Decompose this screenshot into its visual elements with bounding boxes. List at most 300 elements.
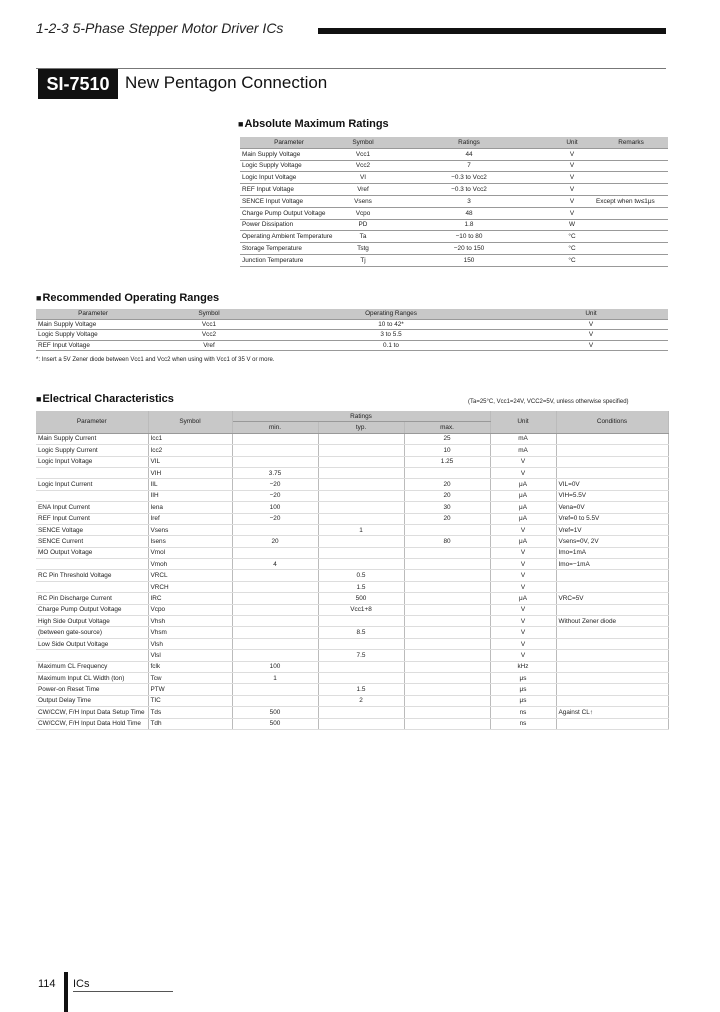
rec-table [36,309,668,351]
ec-cell: Against CL↑ [556,707,668,718]
ec-cell [556,661,668,672]
ec-cell: 500 [232,707,318,718]
amr-row [240,184,668,196]
ec-row [36,536,668,547]
ec-cell [404,695,490,706]
ec-cell [318,467,404,478]
ec-cell: −20 [232,513,318,524]
ec-row [36,502,668,513]
ec-cell [556,445,668,456]
rec-row [36,340,668,351]
model-title: New Pentagon Connection [125,73,328,92]
ec-cell: 20 [232,536,318,547]
ec-row [36,433,668,444]
ec-cell: Vsens=0V, 2V [556,536,668,547]
amr-cell [594,172,668,184]
ec-cell: V [490,570,556,581]
amr-cell: 3 [388,195,550,207]
rec-cell: Vref [150,340,268,351]
rec-cell: V [514,319,668,330]
footer-label: ICs [73,978,90,990]
ec-cell [556,650,668,661]
ec-cell: VRCL [148,570,232,581]
ec-cell: RC Pin Discharge Current [36,593,148,604]
amr-row [240,219,668,231]
ec-cell [318,445,404,456]
amr-cell: −0.3 to Vcc2 [388,184,550,196]
amr-cell: Junction Temperature [240,254,338,266]
rec-cell: Main Supply Voltage [36,319,150,330]
ec-cell: SENCE Voltage [36,524,148,535]
ec-cell [404,570,490,581]
ec-cell [318,672,404,683]
ec-cell: Maximum CL Frequency [36,661,148,672]
ec-cell [556,638,668,649]
rec-row [36,319,668,330]
ec-cell [404,718,490,729]
rec-col-symbol: Symbol [150,309,268,319]
ec-cell [556,570,668,581]
ec-cell: 8.5 [318,627,404,638]
amr-cell: REF Input Voltage [240,184,338,196]
ec-cell: Logic Input Current [36,479,148,490]
ec-cell: Tds [148,707,232,718]
ec-cell: V [490,559,556,570]
amr-cell [594,231,668,243]
ec-row [36,524,668,535]
ec-cell: VIH [148,467,232,478]
amr-cell: Vref [338,184,388,196]
ec-cell: IIL [148,479,232,490]
amr-cell: V [550,172,594,184]
rec-cell: Vcc1 [150,319,268,330]
model-code-badge: SI-7510 [38,69,118,99]
amr-cell: −20 to 150 [388,243,550,255]
amr-cell: Logic Supply Voltage [240,160,338,172]
ec-cell: Vcc1+8 [318,604,404,615]
ec-cell [232,616,318,627]
ec-row [36,581,668,592]
ec-row [36,513,668,524]
ec-row [36,661,668,672]
ec-cell: Output Delay Time [36,695,148,706]
amr-cell: Tj [338,254,388,266]
ec-cell: V [490,627,556,638]
ec-cell: 100 [232,661,318,672]
ec-cell: μA [490,479,556,490]
ec-cell: Power-on Reset Time [36,684,148,695]
amr-cell: V [550,207,594,219]
amr-row [240,231,668,243]
ec-cell: Vlsl [148,650,232,661]
ec-cell: Tcw [148,672,232,683]
rec-cell: V [514,340,668,351]
ec-row [36,456,668,467]
ec-cell [556,456,668,467]
ec-row [36,445,668,456]
amr-cell: 48 [388,207,550,219]
ec-cell [232,638,318,649]
amr-title: ■ Absolute Maximum Ratings [238,118,389,130]
ec-cell [556,433,668,444]
ec-cell: Imo=−1mA [556,559,668,570]
ec-cell: VRCH [148,581,232,592]
ec-cell [318,536,404,547]
amr-cell: 44 [388,148,550,160]
ec-cell [36,559,148,570]
ec-cell: Vena=0V [556,502,668,513]
ec-cell [556,467,668,478]
ec-cell [232,456,318,467]
rec-cell: 0.1 to [268,340,514,351]
ec-cell [232,684,318,695]
ec-cell [232,627,318,638]
ec-cell: High Side Output Voltage [36,616,148,627]
ec-cell: μs [490,672,556,683]
amr-cell: Charge Pump Output Voltage [240,207,338,219]
ec-cell [404,650,490,661]
ec-cell: V [490,650,556,661]
ec-cell [556,604,668,615]
ec-row [36,707,668,718]
ec-col-conditions: Conditions [556,411,668,433]
ec-cell: VIH=5.5V [556,490,668,501]
amr-cell: °C [550,254,594,266]
ec-cell: ns [490,707,556,718]
ec-cell: Vmoh [148,559,232,570]
ec-cell [404,661,490,672]
amr-cell: VI [338,172,388,184]
ec-cell [232,581,318,592]
ec-cell: Main Supply Current [36,433,148,444]
ec-cell: 1.5 [318,684,404,695]
amr-row [240,160,668,172]
ec-cell [404,559,490,570]
amr-cell: 7 [388,160,550,172]
amr-cell [594,207,668,219]
ec-cell [36,467,148,478]
ec-row [36,467,668,478]
ec-cell: μA [490,490,556,501]
ec-cell [404,672,490,683]
ec-cell [318,547,404,558]
ec-cell [36,490,148,501]
ec-cell [318,433,404,444]
ec-title: ■ Electrical Characteristics [36,393,174,405]
ec-cell: 1.25 [404,456,490,467]
ec-cell: 3.75 [232,467,318,478]
ec-cell: V [490,604,556,615]
ec-cell: Maximum Input CL Width (ton) [36,672,148,683]
rec-cell: Vcc2 [150,330,268,341]
ec-cell: 500 [318,593,404,604]
amr-cell: 1.8 [388,219,550,231]
amr-col-parameter: Parameter [240,137,338,148]
amr-cell: V [550,195,594,207]
ec-col-max: max. [404,422,490,433]
amr-col-remarks: Remarks [594,137,668,148]
amr-cell: SENCE Input Voltage [240,195,338,207]
ec-cell [318,718,404,729]
ec-col-parameter: Parameter [36,411,148,433]
amr-cell: Logic Input Voltage [240,172,338,184]
ec-cell: Vhsh [148,616,232,627]
ec-col-symbol: Symbol [148,411,232,433]
amr-cell: Operating Ambient Temperature [240,231,338,243]
ec-cell [318,638,404,649]
ec-cell [404,604,490,615]
ec-cell: ENA Input Current [36,502,148,513]
amr-cell: Ta [338,231,388,243]
rec-row [36,330,668,341]
rec-col-unit: Unit [514,309,668,319]
ec-row [36,650,668,661]
amr-cell: Power Dissipation [240,219,338,231]
ec-cell: 1.5 [318,581,404,592]
ec-cell: Vmol [148,547,232,558]
ec-cell: 20 [404,479,490,490]
ec-cell [556,627,668,638]
ec-cell: Tdh [148,718,232,729]
page-number: 114 [38,978,56,990]
ec-cell [318,490,404,501]
ec-row [36,684,668,695]
ec-row [36,672,668,683]
ec-col-unit: Unit [490,411,556,433]
ec-cell: IIH [148,490,232,501]
amr-col-ratings: Ratings [388,137,550,148]
ec-cell: VRC=5V [556,593,668,604]
ec-cell: Without Zener diode [556,616,668,627]
amr-cell: Vsens [338,195,388,207]
ec-row [36,627,668,638]
rec-cell: 3 to 5.5 [268,330,514,341]
rec-cell: REF Input Voltage [36,340,150,351]
ec-row [36,616,668,627]
ec-cell [232,433,318,444]
ec-cell [318,616,404,627]
ec-cell: Vref=1V [556,524,668,535]
ec-cell: V [490,616,556,627]
ec-cell: μA [490,513,556,524]
section-header: 1-2-3 5-Phase Stepper Motor Driver ICs [36,20,284,36]
amr-cell [594,160,668,172]
ec-cell: Low Side Output Voltage [36,638,148,649]
ec-cell [404,593,490,604]
ec-cell [404,684,490,695]
amr-cell: W [550,219,594,231]
ec-cell: V [490,456,556,467]
header-rule [36,68,666,69]
ec-cell [232,570,318,581]
ec-cell [404,581,490,592]
ec-cell: Icc2 [148,445,232,456]
amr-row [240,148,668,160]
amr-cell: Except when tw≤1μs [594,195,668,207]
amr-cell: PD [338,219,388,231]
rec-title: ■ Recommended Operating Ranges [36,292,219,304]
amr-cell: V [550,148,594,160]
ec-cell [556,672,668,683]
ec-cell: −20 [232,479,318,490]
rec-header-row [36,309,668,319]
ec-cell [318,707,404,718]
amr-row [240,243,668,255]
rec-cell: V [514,330,668,341]
amr-cell [594,254,668,266]
amr-cell [594,243,668,255]
ec-cell: IRC [148,593,232,604]
ec-cell: 500 [232,718,318,729]
rec-col-parameter: Parameter [36,309,150,319]
amr-row [240,195,668,207]
ec-row [36,695,668,706]
ec-cell: 20 [404,513,490,524]
ec-row [36,570,668,581]
ec-cell [556,581,668,592]
ec-cell [232,604,318,615]
amr-cell: Tstg [338,243,388,255]
ec-cell: Logic Supply Current [36,445,148,456]
ec-cell: 2 [318,695,404,706]
ec-cell: VIL=0V [556,479,668,490]
amr-cell: Storage Temperature [240,243,338,255]
amr-header-row [240,137,668,148]
ec-cell: ns [490,718,556,729]
ec-cell: Logic Input Voltage [36,456,148,467]
amr-row [240,172,668,184]
ec-cell [404,627,490,638]
ec-row [36,547,668,558]
amr-cell: Vcpo [338,207,388,219]
ec-cell [232,524,318,535]
ec-cell: V [490,581,556,592]
amr-cell [594,219,668,231]
amr-cell: −0.3 to Vcc2 [388,172,550,184]
ec-row [36,490,668,501]
ec-cell [404,547,490,558]
ec-cell: 80 [404,536,490,547]
rec-cell: Logic Supply Voltage [36,330,150,341]
ec-conditions-note: (Ta=25°C, Vcc1=24V, VCC2=5V, unless otherwise specified) [468,399,629,405]
amr-cell: Vcc2 [338,160,388,172]
ec-cell [404,524,490,535]
ec-cell [232,593,318,604]
ec-cell [404,638,490,649]
ec-cell: μs [490,684,556,695]
amr-cell: −10 to 80 [388,231,550,243]
ec-cell: MO Output Voltage [36,547,148,558]
ec-row [36,604,668,615]
ec-cell [232,445,318,456]
ec-cell: VIL [148,456,232,467]
ec-cell: Vhsm [148,627,232,638]
amr-cell: Main Supply Voltage [240,148,338,160]
ec-row [36,593,668,604]
ec-cell [556,718,668,729]
ec-cell: 25 [404,433,490,444]
ec-col-ratings: Ratings [232,411,490,422]
ec-cell: V [490,524,556,535]
ec-cell: fclk [148,661,232,672]
amr-cell: V [550,184,594,196]
ec-cell: Iref [148,513,232,524]
ec-cell: Charge Pump Output Voltage [36,604,148,615]
amr-cell: V [550,160,594,172]
footer-rule [73,991,173,992]
ec-cell: CW/CCW, F/H Input Data Hold Time [36,718,148,729]
ec-cell: Iena [148,502,232,513]
amr-cell [594,184,668,196]
amr-cell: °C [550,231,594,243]
ec-cell [318,559,404,570]
ec-cell: PTW [148,684,232,695]
ec-cell: RC Pin Threshold Voltage [36,570,148,581]
ec-cell [36,650,148,661]
ec-table [36,411,669,730]
ec-cell: μA [490,502,556,513]
ec-row [36,479,668,490]
ec-cell: Vref=0 to 5.5V [556,513,668,524]
ec-cell: Vsens [148,524,232,535]
ec-cell: 100 [232,502,318,513]
header-bar [318,28,666,34]
footer-bar [64,972,68,1012]
amr-cell [594,148,668,160]
amr-table [240,137,668,267]
ec-cell: −20 [232,490,318,501]
amr-col-symbol: Symbol [338,137,388,148]
ec-cell: Isens [148,536,232,547]
ec-cell: V [490,547,556,558]
ec-cell: Icc1 [148,433,232,444]
amr-row [240,207,668,219]
ec-cell [36,581,148,592]
ec-cell [318,513,404,524]
amr-col-unit: Unit [550,137,594,148]
ec-cell: 0.5 [318,570,404,581]
amr-cell: °C [550,243,594,255]
ec-cell [404,467,490,478]
ec-cell [556,684,668,695]
ec-row [36,718,668,729]
ec-cell: Vlsh [148,638,232,649]
ec-row [36,559,668,570]
ec-cell [318,502,404,513]
ec-cell: REF Input Current [36,513,148,524]
ec-cell: CW/CCW, F/H Input Data Setup Time [36,707,148,718]
ec-cell: mA [490,433,556,444]
ec-header-row [36,411,668,422]
ec-cell [232,695,318,706]
ec-cell: 7.5 [318,650,404,661]
ec-cell: 4 [232,559,318,570]
ec-cell [404,616,490,627]
rec-footnote: *: Insert a 5V Zener diode between Vcc1 and Vcc2 when using with Vcc1 of 35 V or more. [36,357,275,363]
ec-cell: SENCE Current [36,536,148,547]
ec-cell [232,650,318,661]
ec-row [36,638,668,649]
ec-cell: 20 [404,490,490,501]
ec-cell [404,707,490,718]
ec-cell: μA [490,536,556,547]
ec-cell: 10 [404,445,490,456]
rec-col-ranges: Operating Ranges [268,309,514,319]
ec-cell [556,695,668,706]
ec-cell: Imo=1mA [556,547,668,558]
ec-cell: μA [490,593,556,604]
ec-cell: 1 [318,524,404,535]
